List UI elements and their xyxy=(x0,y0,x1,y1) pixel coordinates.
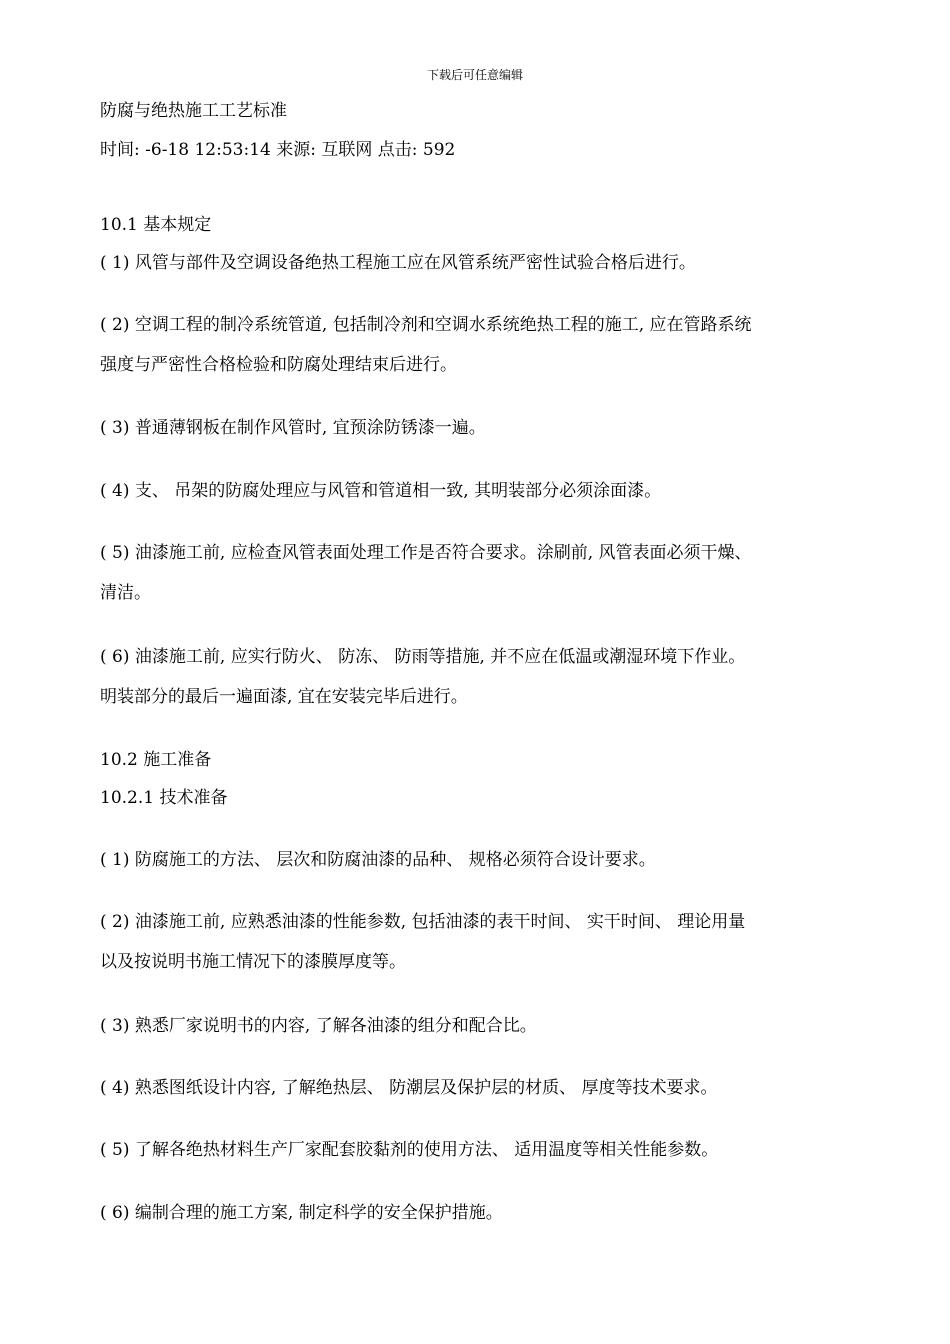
paragraph-line: 明装部分的最后一遍面漆, 宜在安装完毕后进行。 xyxy=(100,687,468,707)
page-header-note: 下载后可任意编辑 xyxy=(426,68,523,82)
paragraph-line: ( 2) 空调工程的制冷系统管道, 包括制冷剂和空调水系统绝热工程的施工, 应在管路系统 xyxy=(100,315,752,335)
paragraph-line: ( 1) 防腐施工的方法、 层次和防腐油漆的品种、 规格必须符合设计要求。 xyxy=(100,850,656,870)
paragraph-line: ( 1) 风管与部件及空调设备绝热工程施工应在风管系统严密性试验合格后进行。 xyxy=(100,253,696,273)
paragraph-line: ( 3) 普通薄钢板在制作风管时, 宜预涂防锈漆一遍。 xyxy=(100,418,486,438)
paragraph-line: ( 2) 油漆施工前, 应熟悉油漆的性能参数, 包括油漆的表干时间、 实干时间、 理论用量 xyxy=(100,912,746,932)
section-heading-10-2-1: 10.2.1 技术准备 xyxy=(100,788,228,808)
paragraph-line: ( 4) 支、 吊架的防腐处理应与风管和管道相一致, 其明装部分必须涂面漆。 xyxy=(100,481,662,501)
paragraph-line: ( 6) 编制合理的施工方案, 制定科学的安全保护措施。 xyxy=(100,1203,503,1223)
paragraph-line: ( 3) 熟悉厂家说明书的内容, 了解各油漆的组分和配合比。 xyxy=(100,1016,537,1036)
paragraph-line: ( 5) 了解各绝热材料生产厂家配套胶黏剂的使用方法、 适用温度等相关性能参数。 xyxy=(100,1140,719,1160)
paragraph-line: 强度与严密性合格检验和防腐处理结束后进行。 xyxy=(100,355,457,375)
section-heading-10-1: 10.1 基本规定 xyxy=(100,215,212,235)
paragraph-line: ( 6) 油漆施工前, 应实行防火、 防冻、 防雨等措施, 并不应在低温或潮湿环境下作业。 xyxy=(100,647,746,667)
document-meta: 时间: -6-18 12:53:14 来源: 互联网 点击: 592 xyxy=(100,140,456,160)
document-title: 防腐与绝热施工工艺标准 xyxy=(100,101,287,121)
paragraph-line: 清洁。 xyxy=(100,583,151,603)
paragraph-line: ( 5) 油漆施工前, 应检查风管表面处理工作是否符合要求。涂刷前, 风管表面必须干燥、 xyxy=(100,543,752,563)
paragraph-line: ( 4) 熟悉图纸设计内容, 了解绝热层、 防潮层及保护层的材质、 厚度等技术要求。 xyxy=(100,1078,718,1098)
paragraph-line: 以及按说明书施工情况下的漆膜厚度等。 xyxy=(100,952,406,972)
section-heading-10-2: 10.2 施工准备 xyxy=(100,750,212,770)
